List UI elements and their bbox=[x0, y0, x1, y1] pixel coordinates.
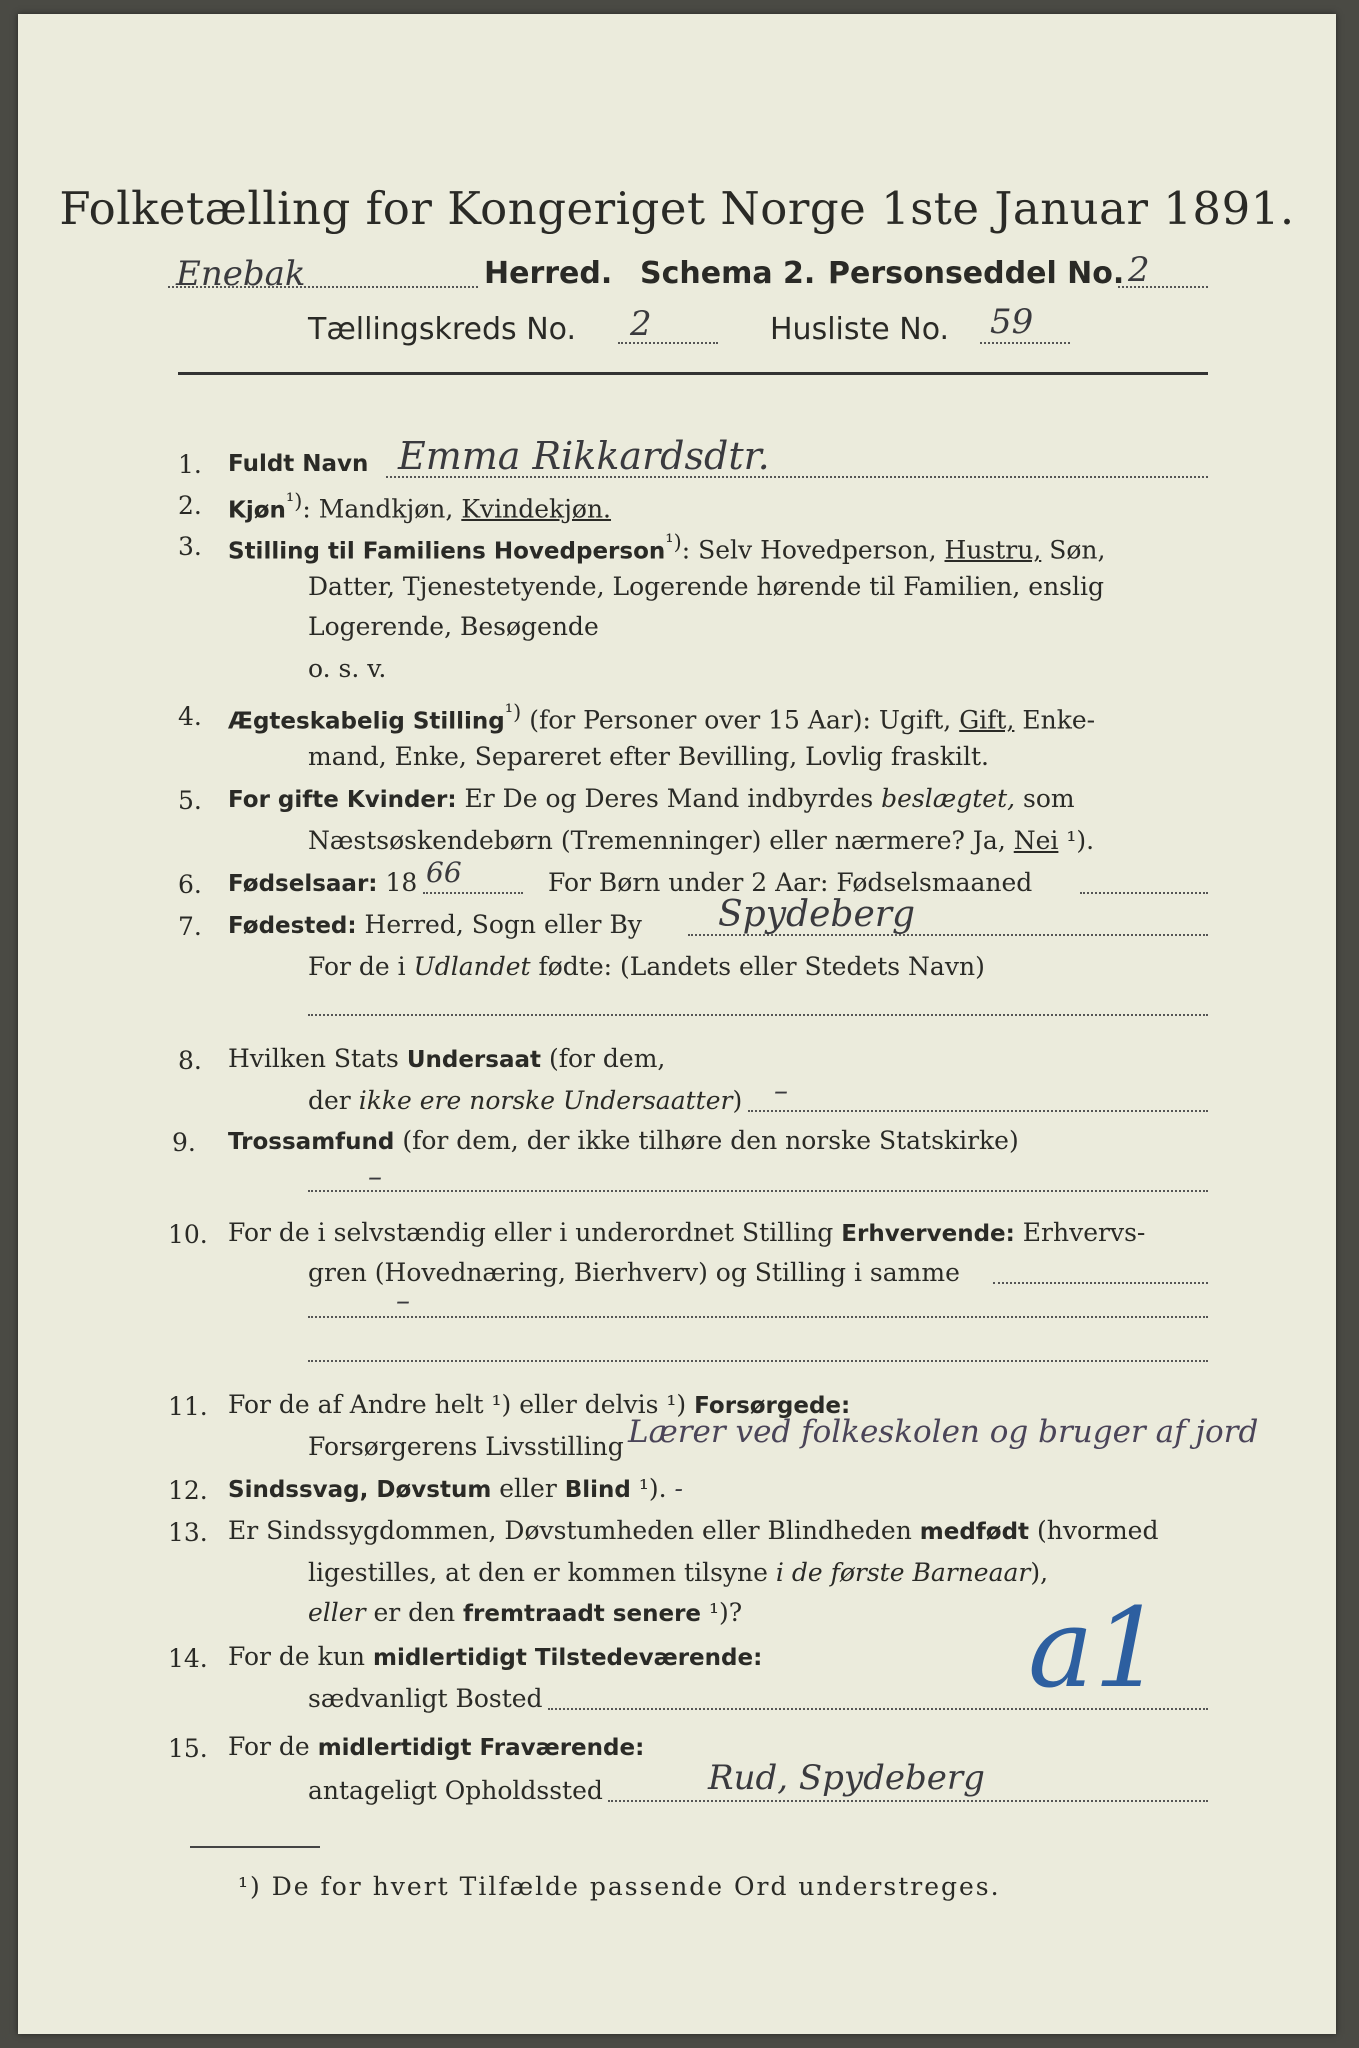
field-11-line2: Forsørgerens Livsstilling bbox=[308, 1432, 624, 1461]
field-number: 1. bbox=[178, 450, 202, 479]
birthplace-value: Spydeberg bbox=[718, 894, 915, 935]
field-14-text: For de kun midlertidigt Tilstedeværende: bbox=[228, 1642, 763, 1671]
dotted-line bbox=[423, 892, 523, 894]
field-5-text: For gifte Kvinder: Er De og Deres Mand indbyrdes beslægtet, som bbox=[228, 784, 1075, 813]
field-number: 14. bbox=[168, 1644, 208, 1673]
census-form-sheet bbox=[18, 14, 1336, 2034]
religion-value: – bbox=[368, 1160, 382, 1193]
field-3-text: Stilling til Familiens Hovedperson$^{^1)}$: Selv Hovedperson, Hustru, Søn, bbox=[228, 530, 1106, 565]
field-15-text: For de midlertidigt Fraværende: bbox=[228, 1732, 645, 1761]
field-9-text: Trossamfund (for dem, der ikke tilhøre den norske Statskirke) bbox=[228, 1126, 1019, 1155]
field-7-line2: For de i Udlandet fødte: (Landets eller Stedets Navn) bbox=[308, 952, 985, 981]
field-6-label: Fødselsaar: 18 bbox=[228, 868, 418, 897]
field-number: 9. bbox=[172, 1128, 196, 1157]
nationality-value: – bbox=[774, 1074, 788, 1107]
dotted-line bbox=[688, 934, 1208, 936]
dotted-line bbox=[1118, 286, 1208, 288]
field-10-line2: gren (Hovednæring, Bierhverv) og Stilling i samme bbox=[308, 1258, 960, 1287]
field-number: 11. bbox=[168, 1392, 208, 1421]
registrar-mark: a1 bbox=[1028, 1584, 1164, 1712]
field-2-text: Kjøn$^{^1)}$: Mandkjøn, Kvindekjøn. bbox=[228, 489, 612, 524]
birth-year-value: 66 bbox=[426, 856, 462, 889]
dotted-line bbox=[386, 476, 1208, 478]
field-number: 10. bbox=[168, 1220, 208, 1249]
field-14-line2: sædvanligt Bosted bbox=[308, 1684, 543, 1713]
dotted-line bbox=[308, 1360, 1208, 1362]
field-7-label: Fødested: Herred, Sogn eller By bbox=[228, 910, 642, 939]
field-13-text: Er Sindssygdommen, Døvstumheden eller Blindheden medfødt (hvormed bbox=[228, 1516, 1159, 1545]
field-8-text: Hvilken Stats Undersaat (for dem, bbox=[228, 1044, 666, 1073]
form-title: Folketælling for Kongeriget Norge 1ste Januar 1891. bbox=[59, 182, 1295, 235]
field-number: 7. bbox=[178, 912, 202, 941]
field-1-label: Fuldt Navn bbox=[228, 451, 369, 477]
field-number: 4. bbox=[178, 702, 202, 731]
field-number: 2. bbox=[178, 491, 202, 520]
field-number: 8. bbox=[178, 1046, 202, 1075]
field-number: 5. bbox=[178, 786, 202, 815]
field-number: 13. bbox=[168, 1518, 208, 1547]
field-10-text: For de i selvstændig eller i underordnet Stilling Erhvervende: Erhvervs- bbox=[228, 1218, 1146, 1247]
field-15-line2: antageligt Opholdssted bbox=[308, 1776, 603, 1805]
field-number: 6. bbox=[178, 870, 202, 899]
field-4-line2: mand, Enke, Separeret efter Bevilling, Lovlig fraskilt. bbox=[308, 742, 989, 771]
dotted-line bbox=[618, 342, 718, 344]
field-13-line2: ligestilles, at den er kommen tilsyne i de første Barneaar), bbox=[308, 1558, 1049, 1587]
field-number: 3. bbox=[178, 532, 202, 561]
dotted-line bbox=[980, 342, 1070, 344]
footnote-rule bbox=[190, 1846, 320, 1848]
dotted-line bbox=[308, 1014, 1208, 1016]
field-3-line3: Logerende, Besøgende bbox=[308, 612, 599, 641]
field-number: 15. bbox=[168, 1734, 208, 1763]
field-3-line4: o. s. v. bbox=[308, 654, 387, 683]
dotted-line bbox=[308, 1316, 1208, 1318]
provider-occupation-value: Lærer ved folkeskolen og bruger af jord bbox=[628, 1414, 1259, 1450]
field-6-text: For Børn under 2 Aar: Fødselsmaaned bbox=[548, 868, 1033, 897]
field-12-text: Sindssvag, Døvstum eller Blind ¹). - bbox=[228, 1474, 683, 1503]
field-11-text: For de af Andre helt ¹) eller delvis ¹) Forsørgede: bbox=[228, 1390, 851, 1419]
occupation-value: – bbox=[396, 1284, 410, 1317]
field-number: 12. bbox=[168, 1476, 208, 1505]
field-5-line2: Næstsøskendebørn (Tremenninger) eller nærmere? Ja, Nei ¹). bbox=[308, 826, 1095, 855]
herred-value: Enebak bbox=[176, 254, 306, 294]
field-13-line3: eller er den fremtraadt senere ¹)? bbox=[308, 1598, 743, 1627]
husliste-value: 59 bbox=[990, 302, 1034, 342]
dotted-line bbox=[168, 286, 478, 288]
husliste-label: Husliste No. bbox=[770, 312, 950, 347]
kreds-label: Tællingskreds No. bbox=[308, 312, 576, 347]
personseddel-value: 2 bbox=[1128, 250, 1150, 290]
dotted-line bbox=[608, 1800, 1208, 1802]
field-3-line2: Datter, Tjenestetyende, Logerende hørende til Familien, enslig bbox=[308, 572, 1105, 601]
header-rule bbox=[178, 372, 1208, 375]
schema-label: Schema 2. bbox=[640, 256, 816, 291]
kreds-value: 2 bbox=[630, 304, 652, 344]
dotted-line bbox=[993, 1282, 1208, 1284]
field-8-line2: der ikke ere norske Undersaatter) bbox=[308, 1086, 743, 1115]
dotted-line bbox=[748, 1110, 1208, 1112]
field-4-text: Ægteskabelig Stilling$^{^1)}$ (for Personer over 15 Aar): Ugift, Gift, Enke- bbox=[228, 700, 1096, 735]
residence-value: Rud, Spydeberg bbox=[708, 1758, 985, 1798]
herred-label: Herred. bbox=[484, 256, 613, 291]
dotted-line bbox=[1080, 892, 1208, 894]
full-name-value: Emma Rikkardsdtr. bbox=[398, 434, 770, 478]
personseddel-label: Personseddel No. bbox=[828, 256, 1125, 291]
dotted-line bbox=[308, 1190, 1208, 1192]
footnote: ¹) De for hvert Tilfælde passende Ord understreges. bbox=[238, 1872, 1001, 1901]
